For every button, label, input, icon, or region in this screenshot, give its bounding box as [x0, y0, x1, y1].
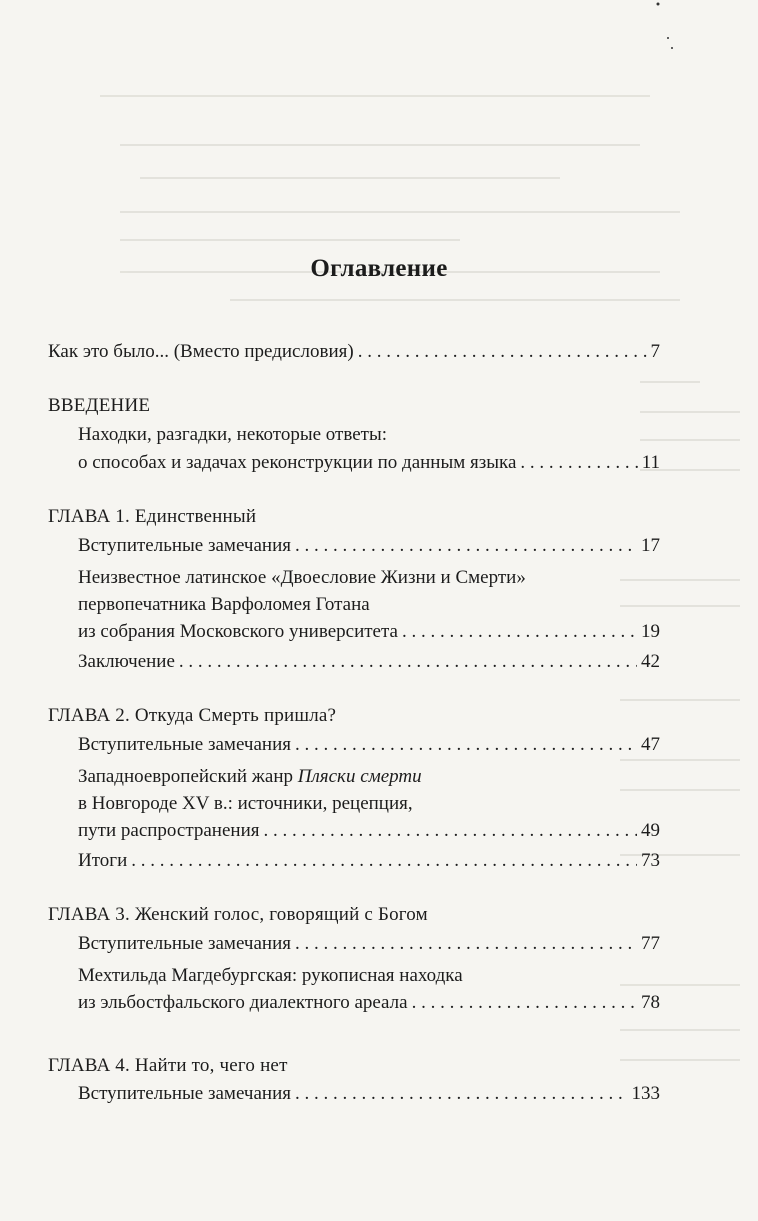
page-number: 11	[641, 452, 660, 473]
page-number: 133	[631, 1083, 660, 1104]
page-title: Оглавление	[310, 255, 448, 282]
toc-entry-text: о способах и задачах реконструкции по данным языка	[78, 452, 517, 473]
toc-entry-text: Находки, разгадки, некоторые ответы:	[78, 424, 387, 445]
page-number: 7	[650, 341, 660, 362]
leader-dots	[520, 451, 637, 475]
toc-entry-ch3-item1[interactable]	[78, 991, 660, 1015]
page-number: 19	[641, 621, 660, 642]
toc-entry-text: Как это было... (Вместо предисловия)	[48, 341, 354, 362]
leader-dots	[131, 849, 637, 873]
toc-entry-ch2-results[interactable]	[78, 849, 660, 873]
toc-entry-text: Вступительные замечания	[78, 734, 291, 755]
toc-entry-text: Заключение	[78, 651, 175, 672]
toc-entry-ch2-remarks[interactable]	[78, 733, 660, 757]
toc-entry-text: Вступительные замечания	[78, 535, 291, 556]
leader-dots	[412, 991, 637, 1015]
chapter-heading-1: ГЛАВА 1. Единственный	[48, 506, 257, 527]
toc-entry-ch2-item1[interactable]	[78, 819, 660, 843]
toc-entry-preface[interactable]	[48, 340, 660, 364]
toc-entry-text: первопечатника Варфоломея Готана	[78, 594, 370, 615]
toc-entry-text: из эльбостфальского диалектного ареала	[78, 992, 408, 1013]
toc-entry-ch1-conclusion[interactable]	[78, 650, 660, 674]
toc-entry-ch3-remarks[interactable]	[78, 932, 660, 956]
chapter-heading-4: ГЛАВА 4. Найти то, чего нет	[48, 1055, 288, 1076]
toc-entry-text: в Новгороде XV в.: источники, рецепция,	[78, 793, 413, 814]
chapter-heading-2: ГЛАВА 2. Откуда Смерть пришла?	[48, 705, 337, 726]
toc-entry-ch4-remarks[interactable]	[78, 1082, 660, 1106]
toc-entry-ch1-item1[interactable]	[78, 620, 660, 644]
section-heading-intro: ВВЕДЕНИЕ	[48, 395, 151, 416]
toc-entry-text: Вступительные замечания	[78, 1083, 291, 1104]
page-number: 47	[641, 734, 660, 755]
page-number: 77	[641, 933, 660, 954]
page-number: 78	[641, 992, 660, 1013]
toc-entry-text: Вступительные замечания	[78, 933, 291, 954]
toc-entry-text: из собрания Московского университета	[78, 621, 398, 642]
toc-entry-ch1-remarks[interactable]	[78, 534, 660, 558]
toc-entry-text: пути распространения	[78, 820, 260, 841]
page-number: 42	[641, 651, 660, 672]
toc-entry-text: Итоги	[78, 850, 128, 871]
toc-entry-text	[78, 765, 422, 789]
leader-dots	[295, 932, 637, 956]
toc-entry-text: Мехтильда Магдебургская: рукописная находка	[78, 965, 463, 986]
leader-dots	[358, 340, 647, 364]
leader-dots	[295, 733, 637, 757]
toc-entry-text-plain: Западноевропейский жанр	[78, 766, 298, 787]
toc-entry-text: Неизвестное латинское «Двоесловие Жизни и Смерти»	[78, 567, 526, 588]
leader-dots	[295, 1082, 628, 1106]
toc-entry-intro[interactable]	[78, 451, 660, 475]
chapter-heading-3: ГЛАВА 3. Женский голос, говорящий с Богом	[48, 904, 428, 925]
page-number: 17	[641, 535, 660, 556]
leader-dots	[179, 650, 637, 674]
leader-dots	[402, 620, 637, 644]
leader-dots	[263, 819, 637, 843]
toc-entry-text-italic: Пляски смерти	[297, 766, 422, 787]
page-number: 49	[641, 820, 660, 841]
leader-dots	[295, 534, 637, 558]
page-number: 73	[641, 850, 660, 871]
